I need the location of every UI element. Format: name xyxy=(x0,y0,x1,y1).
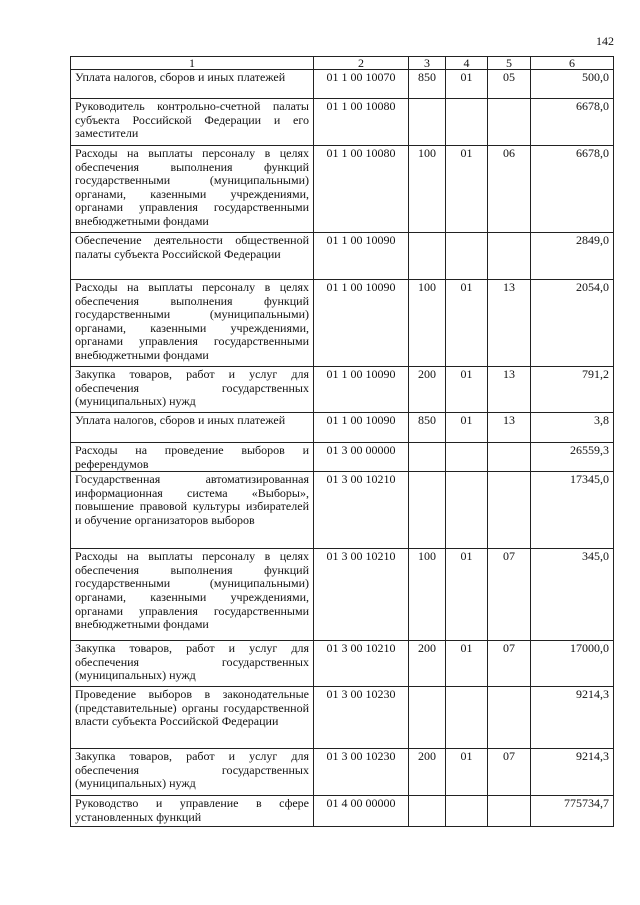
row-expense-type: 200 xyxy=(409,749,446,796)
row-section: 01 xyxy=(446,749,488,796)
row-code: 01 3 00 00000 xyxy=(314,443,409,472)
row-amount: 17000,0 xyxy=(531,641,614,687)
table-row xyxy=(71,749,614,796)
table-header-row xyxy=(71,57,614,70)
row-amount: 9214,3 xyxy=(531,749,614,796)
row-subsection xyxy=(488,796,531,827)
row-code: 01 3 00 10230 xyxy=(314,749,409,796)
table-row xyxy=(71,796,614,827)
column-header: 6 xyxy=(531,57,614,70)
row-section: 01 xyxy=(446,641,488,687)
row-name: Расходы на выплаты персоналу в целях обеспечения выполнения функций государственными (муниципальными) органами, казенными учреждениями, органами управления государственными внебюджетными фондами xyxy=(71,280,314,367)
row-amount: 2849,0 xyxy=(531,233,614,280)
row-subsection: 06 xyxy=(488,146,531,233)
row-code: 01 1 00 10080 xyxy=(314,146,409,233)
row-subsection: 07 xyxy=(488,641,531,687)
row-expense-type: 850 xyxy=(409,70,446,99)
row-amount: 26559,3 xyxy=(531,443,614,472)
table-row xyxy=(71,99,614,146)
table-row xyxy=(71,549,614,641)
row-section: 01 xyxy=(446,280,488,367)
row-code: 01 4 00 00000 xyxy=(314,796,409,827)
row-subsection: 05 xyxy=(488,70,531,99)
row-section xyxy=(446,687,488,749)
column-header: 5 xyxy=(488,57,531,70)
table-row xyxy=(71,280,614,367)
table-row xyxy=(71,367,614,413)
row-section: 01 xyxy=(446,367,488,413)
table-row xyxy=(71,687,614,749)
table-row xyxy=(71,70,614,99)
row-amount: 17345,0 xyxy=(531,472,614,549)
row-section xyxy=(446,443,488,472)
row-subsection: 07 xyxy=(488,549,531,641)
row-expense-type xyxy=(409,99,446,146)
row-subsection xyxy=(488,99,531,146)
row-code: 01 1 00 10070 xyxy=(314,70,409,99)
row-section xyxy=(446,796,488,827)
table-row xyxy=(71,413,614,443)
row-name: Расходы на выплаты персоналу в целях обеспечения выполнения функций государственными (муниципальными) органами, казенными учреждениями, органами управления государственными внебюджетными фондами xyxy=(71,146,314,233)
row-code: 01 1 00 10080 xyxy=(314,99,409,146)
row-name: Уплата налогов, сборов и иных платежей xyxy=(71,70,314,99)
row-expense-type: 100 xyxy=(409,549,446,641)
row-expense-type: 100 xyxy=(409,280,446,367)
row-name: Государственная автоматизированная информационная система «Выборы», повышение правовой культуры избирателей и обучение организаторов выборов xyxy=(71,472,314,549)
row-code: 01 1 00 10090 xyxy=(314,367,409,413)
row-section xyxy=(446,472,488,549)
row-amount: 3,8 xyxy=(531,413,614,443)
column-header: 4 xyxy=(446,57,488,70)
row-expense-type: 200 xyxy=(409,367,446,413)
row-name: Руководитель контрольно-счетной палаты субъекта Российской Федерации и его заместители xyxy=(71,99,314,146)
row-section: 01 xyxy=(446,549,488,641)
column-header: 3 xyxy=(409,57,446,70)
page-number: 142 xyxy=(596,34,614,48)
row-code: 01 3 00 10210 xyxy=(314,549,409,641)
row-section xyxy=(446,99,488,146)
table-row xyxy=(71,146,614,233)
row-subsection xyxy=(488,687,531,749)
row-amount: 775734,7 xyxy=(531,796,614,827)
row-subsection xyxy=(488,472,531,549)
row-name: Закупка товаров, работ и услуг для обеспечения государственных (муниципальных) нужд xyxy=(71,641,314,687)
row-name: Закупка товаров, работ и услуг для обеспечения государственных (муниципальных) нужд xyxy=(71,367,314,413)
row-expense-type xyxy=(409,796,446,827)
row-expense-type xyxy=(409,443,446,472)
row-name: Проведение выборов в законодательные (представительные) органы государственной власти субъекта Российской Федерации xyxy=(71,687,314,749)
column-header: 2 xyxy=(314,57,409,70)
row-section: 01 xyxy=(446,146,488,233)
row-expense-type: 200 xyxy=(409,641,446,687)
row-name: Закупка товаров, работ и услуг для обеспечения государственных (муниципальных) нужд xyxy=(71,749,314,796)
row-subsection: 07 xyxy=(488,749,531,796)
row-amount: 2054,0 xyxy=(531,280,614,367)
row-expense-type xyxy=(409,472,446,549)
column-header: 1 xyxy=(71,57,314,70)
row-expense-type: 850 xyxy=(409,413,446,443)
row-code: 01 1 00 10090 xyxy=(314,413,409,443)
row-section: 01 xyxy=(446,413,488,443)
row-expense-type: 100 xyxy=(409,146,446,233)
table-row xyxy=(71,443,614,472)
row-code: 01 3 00 10230 xyxy=(314,687,409,749)
budget-table xyxy=(70,56,614,827)
row-name: Расходы на выплаты персоналу в целях обеспечения выполнения функций государственными (муниципальными) органами, казенными учреждениями, органами управления государственными внебюджетными фондами xyxy=(71,549,314,641)
row-section xyxy=(446,233,488,280)
row-expense-type xyxy=(409,687,446,749)
table-row xyxy=(71,233,614,280)
row-code: 01 3 00 10210 xyxy=(314,472,409,549)
row-amount: 9214,3 xyxy=(531,687,614,749)
row-name: Уплата налогов, сборов и иных платежей xyxy=(71,413,314,443)
row-code: 01 3 00 10210 xyxy=(314,641,409,687)
row-amount: 345,0 xyxy=(531,549,614,641)
row-code: 01 1 00 10090 xyxy=(314,233,409,280)
row-subsection: 13 xyxy=(488,413,531,443)
row-expense-type xyxy=(409,233,446,280)
table-row xyxy=(71,641,614,687)
row-subsection: 13 xyxy=(488,367,531,413)
row-amount: 6678,0 xyxy=(531,146,614,233)
row-code: 01 1 00 10090 xyxy=(314,280,409,367)
row-subsection xyxy=(488,443,531,472)
table-row xyxy=(71,472,614,549)
row-name: Расходы на проведение выборов и референдумов xyxy=(71,443,314,472)
row-subsection: 13 xyxy=(488,280,531,367)
row-name: Руководство и управление в сфере установленных функций xyxy=(71,796,314,827)
row-section: 01 xyxy=(446,70,488,99)
row-amount: 791,2 xyxy=(531,367,614,413)
row-name: Обеспечение деятельности общественной палаты субъекта Российской Федерации xyxy=(71,233,314,280)
row-amount: 500,0 xyxy=(531,70,614,99)
row-amount: 6678,0 xyxy=(531,99,614,146)
row-subsection xyxy=(488,233,531,280)
